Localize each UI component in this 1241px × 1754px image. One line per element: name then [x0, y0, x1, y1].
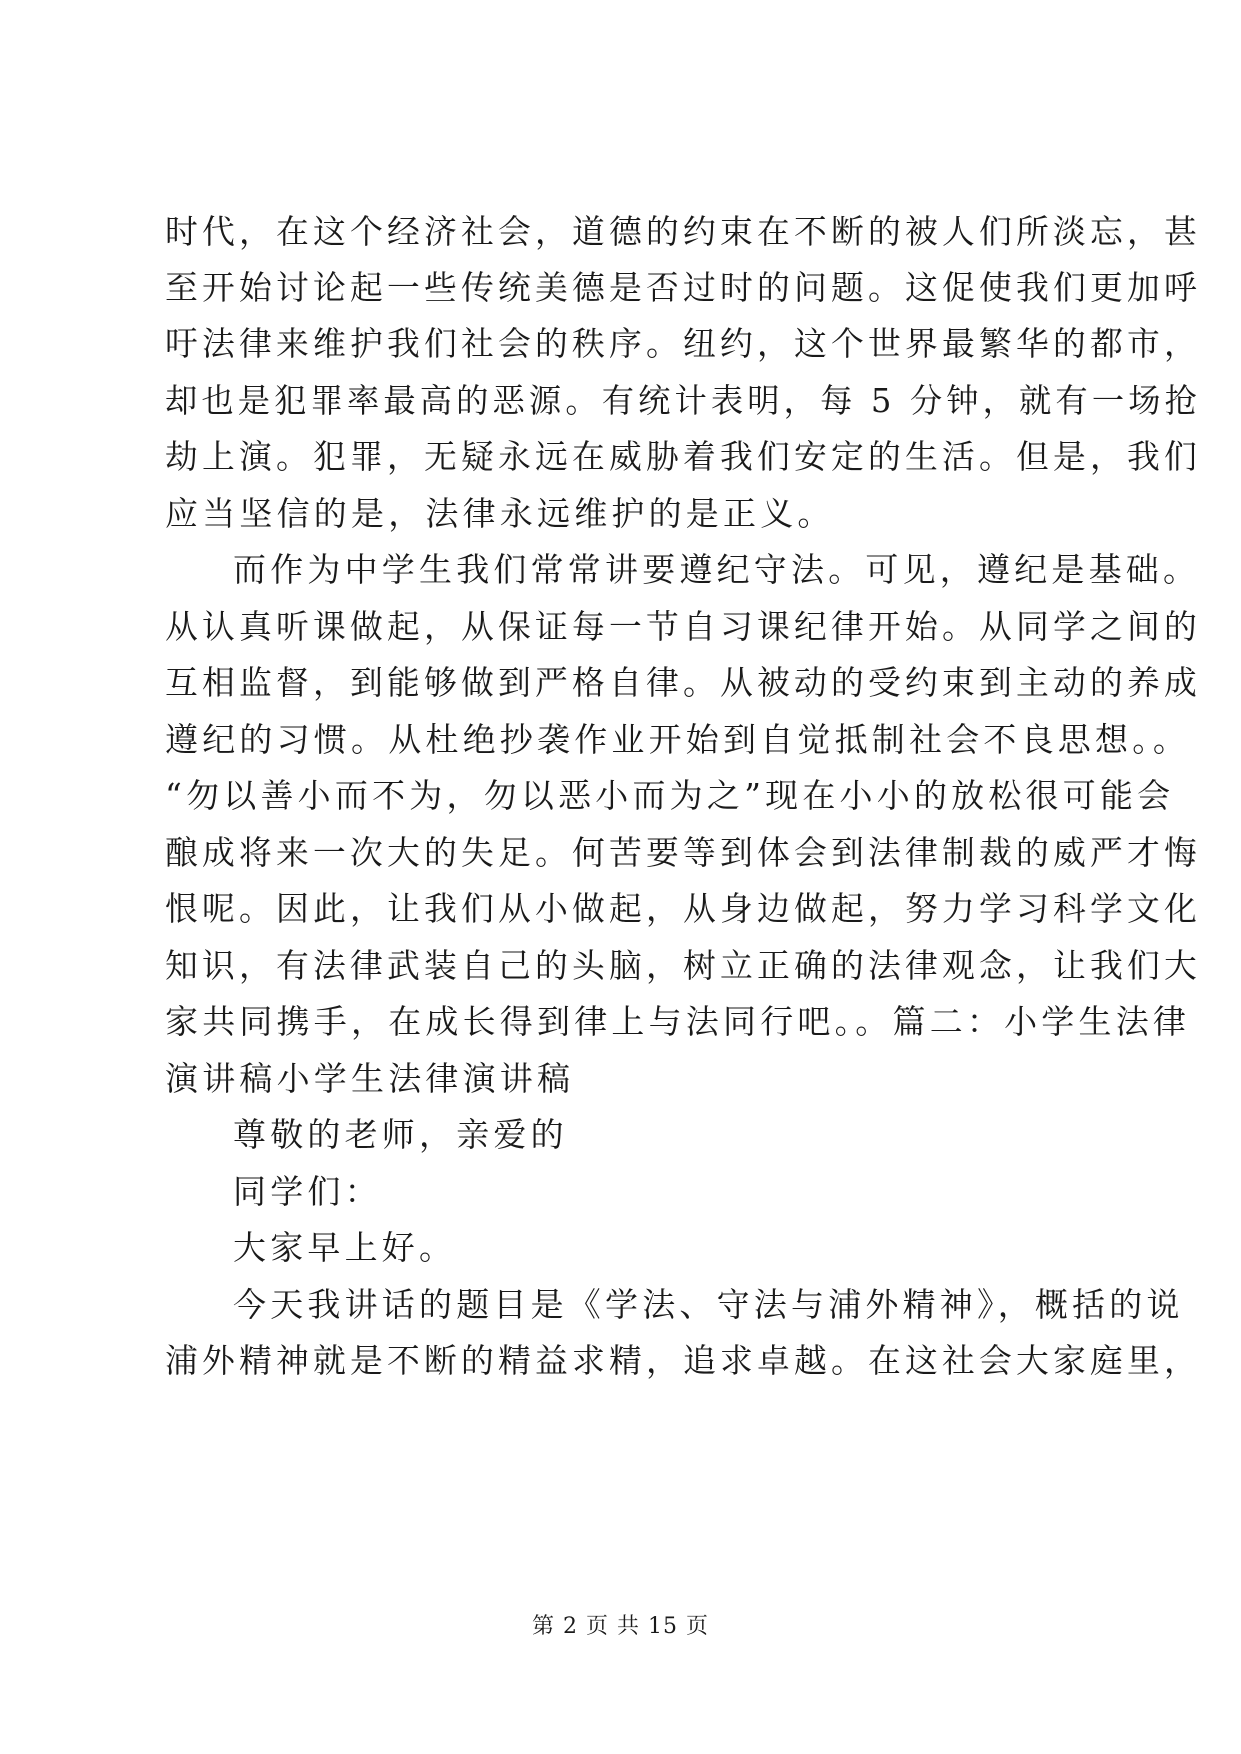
text-line-8: 从认真听课做起，从保证每一节自习课纪律开始。从同学之间的 [165, 607, 1201, 646]
text-line-2: 至开始讨论起一些传统美德是否过时的问题。这促使我们更加呼 [165, 268, 1201, 307]
text-line-1: 时代，在这个经济社会，道德的约束在不断的被人们所淡忘，甚 [165, 212, 1201, 251]
text-line-12: 酿成将来一次大的失足。何苦要等到体会到法律制裁的威严才悔 [165, 833, 1201, 872]
text-line-16: 演讲稿小学生法律演讲稿 [165, 1059, 575, 1098]
text-line-19: 大家早上好。 [233, 1228, 457, 1267]
text-line-20: 今天我讲话的题目是《学法、守法与浦外精神》，概括的说 [233, 1285, 1184, 1324]
text-line-18: 同学们： [233, 1172, 382, 1211]
text-line-15: 家共同携手，在成长得到律上与法同行吧。。篇二：小学生法律 [165, 1002, 1191, 1041]
text-line-21: 浦外精神就是不断的精益求精，追求卓越。在这社会大家庭里， [165, 1341, 1201, 1380]
text-line-17: 尊敬的老师，亲爱的 [233, 1115, 568, 1154]
text-line-7: 而作为中学生我们常常讲要遵纪守法。可见，遵纪是基础。 [233, 550, 1201, 589]
text-line-5: 劫上演。犯罪，无疑永远在威胁着我们安定的生活。但是，我们 [165, 437, 1201, 476]
text-line-13: 恨呢。因此，让我们从小做起，从身边做起，努力学习科学文化 [165, 889, 1201, 928]
text-line-14: 知识，有法律武装自己的头脑，树立正确的法律观念，让我们大 [165, 946, 1201, 985]
text-line-3: 吁法律来维护我们社会的秩序。纽约，这个世界最繁华的都市， [165, 324, 1201, 363]
text-line-10: 遵纪的习惯。从杜绝抄袭作业开始到自觉抵制社会不良思想。。 [165, 720, 1191, 759]
text-line-11: “勿以善小而不为，勿以恶小而为之”现在小小的放松很可能会 [165, 776, 1175, 815]
text-line-9: 互相监督，到能够做到严格自律。从被动的受约束到主动的养成 [165, 663, 1201, 702]
page-number-footer: 第 2 页 共 15 页 [532, 1614, 709, 1639]
text-line-4: 却也是犯罪率最高的恶源。有统计表明，每 5 分钟，就有一场抢 [165, 381, 1201, 420]
text-line-6: 应当坚信的是，法律永远维护的是正义。 [165, 494, 835, 533]
